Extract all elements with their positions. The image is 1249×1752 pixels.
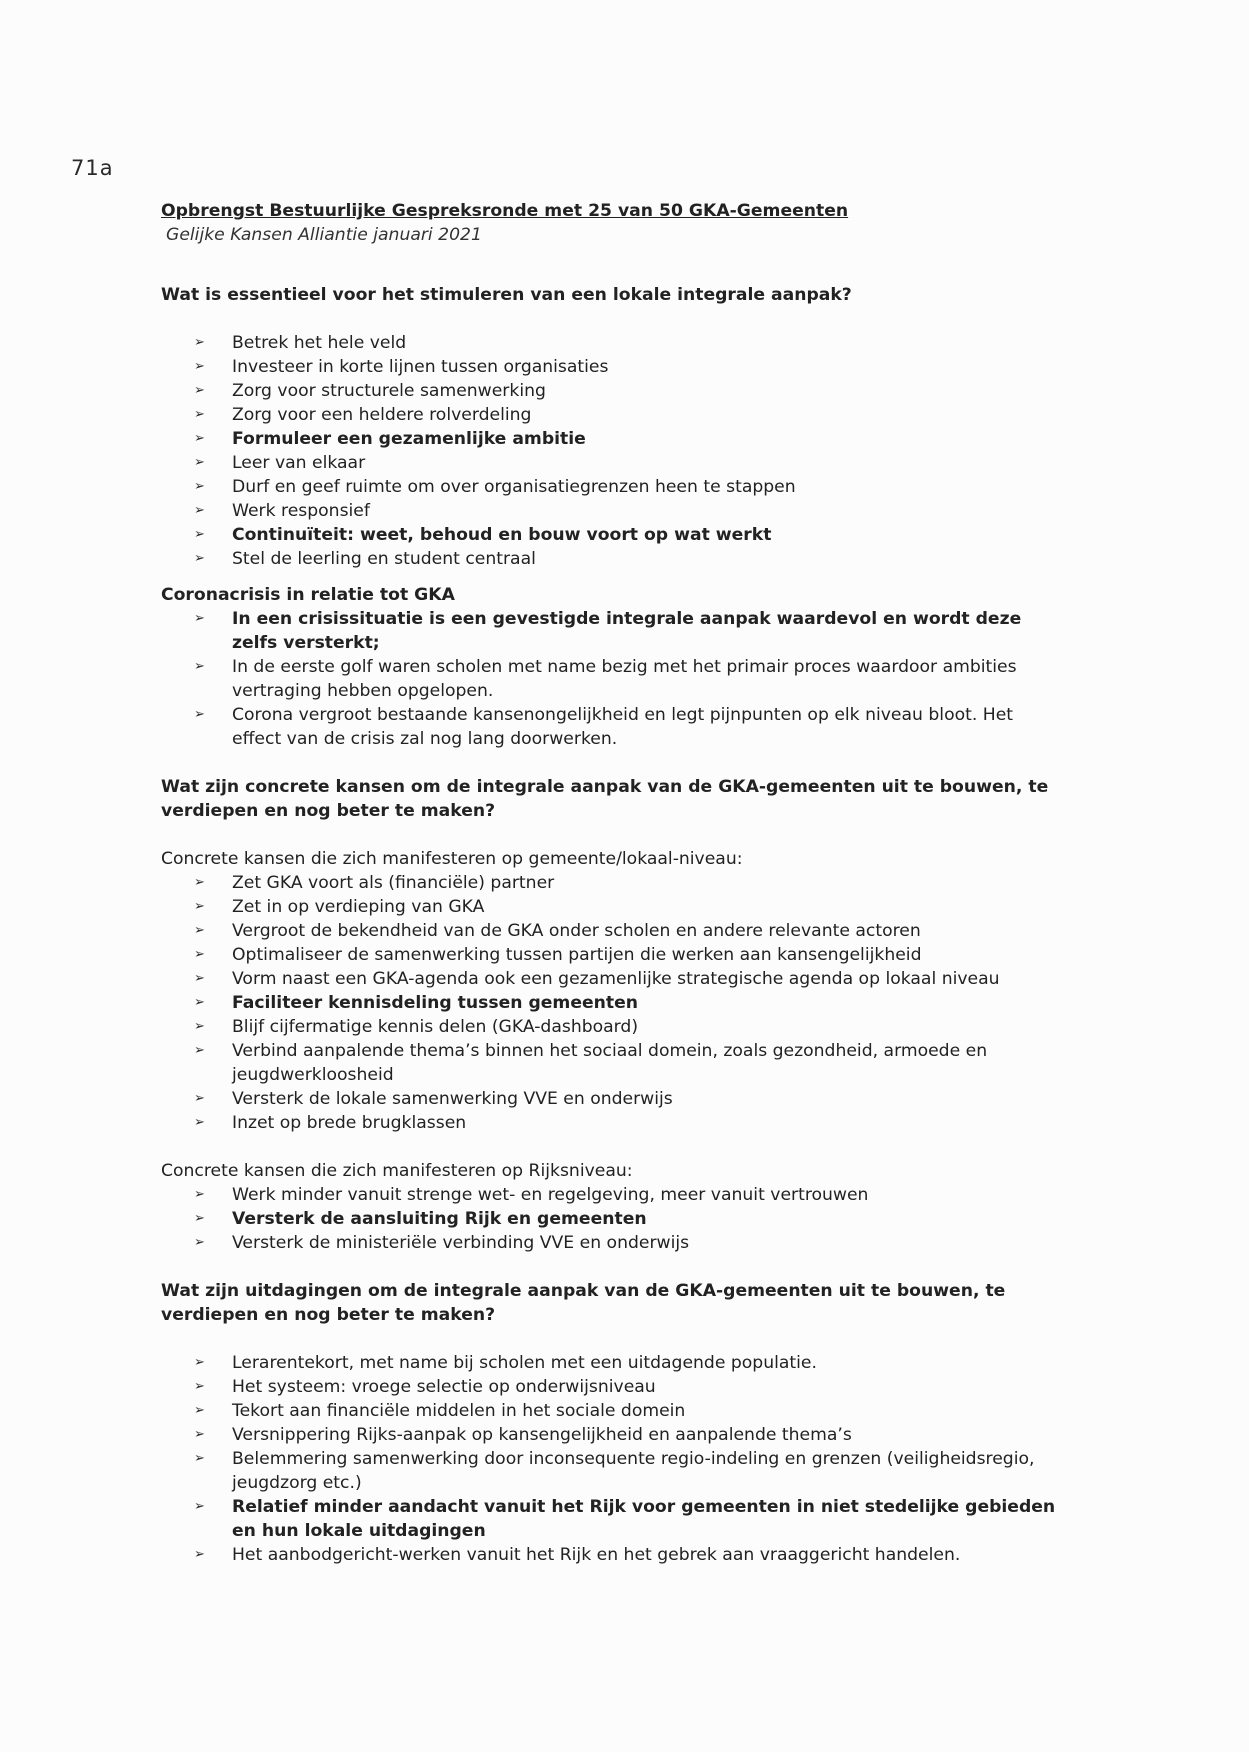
list-item-text: Het systeem: vroege selectie op onderwijsniveau bbox=[232, 1377, 656, 1397]
arrow-bullet-icon: ➢ bbox=[194, 455, 205, 470]
arrow-bullet-icon: ➢ bbox=[194, 995, 205, 1010]
arrow-bullet-icon: ➢ bbox=[194, 1235, 205, 1250]
arrow-bullet-icon: ➢ bbox=[194, 1499, 205, 1514]
list-item-text: Corona vergroot bestaande kansenongelijkheid en legt pijnpunten op elk niveau bloot. Het effect van de crisis zal nog lang doorwerken. bbox=[232, 705, 1014, 749]
list-item bbox=[161, 523, 1066, 547]
arrow-bullet-icon: ➢ bbox=[194, 335, 205, 350]
arrow-bullet-icon: ➢ bbox=[194, 1211, 205, 1226]
list-item bbox=[161, 331, 1066, 355]
list-item bbox=[161, 1447, 1066, 1495]
section-challenges-heading: Wat zijn uitdagingen om de integrale aanpak van de GKA-gemeenten uit te bouwen, te verdiepen en nog beter te maken? bbox=[161, 1281, 1006, 1325]
list-item bbox=[161, 379, 1066, 403]
list-item bbox=[161, 427, 1066, 451]
list-item-text: Faciliteer kennisdeling tussen gemeenten bbox=[232, 993, 638, 1013]
arrow-bullet-icon: ➢ bbox=[194, 431, 205, 446]
arrow-bullet-icon: ➢ bbox=[194, 1019, 205, 1034]
arrow-bullet-icon: ➢ bbox=[194, 1547, 205, 1562]
arrow-bullet-icon: ➢ bbox=[194, 947, 205, 962]
document-title: Opbrengst Bestuurlijke Gespreksronde met 25 van 50 GKA-Gemeenten bbox=[161, 201, 849, 221]
arrow-bullet-icon: ➢ bbox=[194, 1427, 205, 1442]
list-item-text: Versterk de ministeriële verbinding VVE en onderwijs bbox=[232, 1233, 690, 1253]
list-item bbox=[161, 1399, 1066, 1423]
list-item bbox=[161, 451, 1066, 475]
list-item bbox=[161, 1231, 1066, 1255]
list-item bbox=[161, 991, 1066, 1015]
list-item bbox=[161, 1111, 1066, 1135]
list-item-text: In de eerste golf waren scholen met name bezig met het primair proces waardoor ambities vertraging hebben opgelopen. bbox=[232, 657, 1017, 701]
list-item bbox=[161, 1207, 1066, 1231]
arrow-bullet-icon: ➢ bbox=[194, 1355, 205, 1370]
list-item-text: Betrek het hele veld bbox=[232, 333, 407, 353]
list-item-text: Het aanbodgericht-werken vanuit het Rijk en het gebrek aan vraaggericht handelen. bbox=[232, 1545, 961, 1565]
arrow-bullet-icon: ➢ bbox=[194, 1091, 205, 1106]
list-item bbox=[161, 547, 1066, 571]
arrow-bullet-icon: ➢ bbox=[194, 1379, 205, 1394]
list-item-text: Durf en geef ruimte om over organisatiegrenzen heen te stappen bbox=[232, 477, 796, 497]
section-corona-heading: Coronacrisis in relatie tot GKA bbox=[161, 585, 455, 605]
list-item bbox=[161, 1375, 1066, 1399]
arrow-bullet-icon: ➢ bbox=[194, 1043, 205, 1058]
arrow-bullet-icon: ➢ bbox=[194, 1115, 205, 1130]
list-item-text: Zorg voor structurele samenwerking bbox=[232, 381, 546, 401]
arrow-bullet-icon: ➢ bbox=[194, 707, 205, 722]
list-item bbox=[161, 943, 1066, 967]
list-item bbox=[161, 1351, 1066, 1375]
national-opportunities-list bbox=[161, 1183, 1066, 1255]
list-item bbox=[161, 499, 1066, 523]
list-item bbox=[161, 1015, 1066, 1039]
list-item-text: Continuïteit: weet, behoud en bouw voort op wat werkt bbox=[232, 525, 772, 545]
list-item-text: Versterk de aansluiting Rijk en gemeenten bbox=[232, 1209, 647, 1229]
arrow-bullet-icon: ➢ bbox=[194, 899, 205, 914]
arrow-bullet-icon: ➢ bbox=[194, 971, 205, 986]
arrow-bullet-icon: ➢ bbox=[194, 1403, 205, 1418]
arrow-bullet-icon: ➢ bbox=[194, 1451, 205, 1466]
list-item-text: Zet GKA voort als (financiële) partner bbox=[232, 873, 555, 893]
list-item bbox=[161, 1183, 1066, 1207]
list-item bbox=[161, 475, 1066, 499]
list-item bbox=[161, 403, 1066, 427]
page-number: 71a bbox=[71, 156, 114, 180]
list-item-text: Verbind aanpalende thema’s binnen het sociaal domein, zoals gezondheid, armoede en jeugdwerkloosheid bbox=[232, 1041, 988, 1085]
section-opportunities-heading: Wat zijn concrete kansen om de integrale aanpak van de GKA-gemeenten uit te bouwen, te verdiepen en nog beter te maken? bbox=[161, 777, 1049, 821]
list-item-text: Lerarentekort, met name bij scholen met een uitdagende populatie. bbox=[232, 1353, 817, 1373]
local-opportunities-intro: Concrete kansen die zich manifesteren op gemeente/lokaal-niveau: bbox=[161, 849, 743, 869]
list-item-text: Formuleer een gezamenlijke ambitie bbox=[232, 429, 586, 449]
list-item bbox=[161, 1087, 1066, 1111]
list-item-text: Werk responsief bbox=[232, 501, 370, 521]
list-item bbox=[161, 895, 1066, 919]
list-item-text: Relatief minder aandacht vanuit het Rijk voor gemeenten in niet stedelijke gebieden en hun lokale uitdagingen bbox=[232, 1497, 1056, 1541]
list-item bbox=[161, 967, 1066, 991]
document-subtitle: Gelijke Kansen Alliantie januari 2021 bbox=[166, 225, 482, 245]
document-body bbox=[161, 199, 1066, 1567]
list-item-text: Belemmering samenwerking door inconsequente regio-indeling en grenzen (veiligheidsregio, jeugdzorg etc.) bbox=[232, 1449, 1035, 1493]
corona-list bbox=[161, 607, 1066, 751]
list-item bbox=[161, 1495, 1066, 1543]
list-item-text: Vorm naast een GKA-agenda ook een gezamenlijke strategische agenda op lokaal niveau bbox=[232, 969, 1000, 989]
section-essentials-heading: Wat is essentieel voor het stimuleren van een lokale integrale aanpak? bbox=[161, 285, 852, 305]
list-item-text: Tekort aan financiële middelen in het sociale domein bbox=[232, 1401, 686, 1421]
list-item-text: Versterk de lokale samenwerking VVE en onderwijs bbox=[232, 1089, 673, 1109]
local-opportunities-list bbox=[161, 871, 1066, 1135]
list-item bbox=[161, 871, 1066, 895]
list-item bbox=[161, 1039, 1066, 1087]
list-item-text: Zet in op verdieping van GKA bbox=[232, 897, 485, 917]
list-item-text: Optimaliseer de samenwerking tussen partijen die werken aan kansengelijkheid bbox=[232, 945, 922, 965]
list-item bbox=[161, 703, 1066, 751]
arrow-bullet-icon: ➢ bbox=[194, 407, 205, 422]
arrow-bullet-icon: ➢ bbox=[194, 875, 205, 890]
list-item bbox=[161, 607, 1066, 655]
list-item bbox=[161, 355, 1066, 379]
national-opportunities-intro: Concrete kansen die zich manifesteren op Rijksniveau: bbox=[161, 1161, 633, 1181]
list-item bbox=[161, 655, 1066, 703]
arrow-bullet-icon: ➢ bbox=[194, 659, 205, 674]
arrow-bullet-icon: ➢ bbox=[194, 923, 205, 938]
list-item-text: Zorg voor een heldere rolverdeling bbox=[232, 405, 532, 425]
arrow-bullet-icon: ➢ bbox=[194, 383, 205, 398]
list-item bbox=[161, 919, 1066, 943]
list-item-text: Inzet op brede brugklassen bbox=[232, 1113, 467, 1133]
arrow-bullet-icon: ➢ bbox=[194, 479, 205, 494]
list-item-text: Werk minder vanuit strenge wet- en regelgeving, meer vanuit vertrouwen bbox=[232, 1185, 869, 1205]
arrow-bullet-icon: ➢ bbox=[194, 611, 205, 626]
arrow-bullet-icon: ➢ bbox=[194, 527, 205, 542]
list-item-text: In een crisissituatie is een gevestigde integrale aanpak waardevol en wordt deze zelfs versterkt; bbox=[232, 609, 1022, 653]
list-item-text: Versnippering Rijks-aanpak op kansengelijkheid en aanpalende thema’s bbox=[232, 1425, 852, 1445]
list-item bbox=[161, 1543, 1066, 1567]
list-item-text: Stel de leerling en student centraal bbox=[232, 549, 536, 569]
list-item-text: Blijf cijfermatige kennis delen (GKA-dashboard) bbox=[232, 1017, 639, 1037]
arrow-bullet-icon: ➢ bbox=[194, 503, 205, 518]
list-item-text: Vergroot de bekendheid van de GKA onder scholen en andere relevante actoren bbox=[232, 921, 921, 941]
list-item-text: Leer van elkaar bbox=[232, 453, 366, 473]
list-item bbox=[161, 1423, 1066, 1447]
list-item-text: Investeer in korte lijnen tussen organisaties bbox=[232, 357, 609, 377]
arrow-bullet-icon: ➢ bbox=[194, 1187, 205, 1202]
challenges-list bbox=[161, 1351, 1066, 1567]
arrow-bullet-icon: ➢ bbox=[194, 359, 205, 374]
arrow-bullet-icon: ➢ bbox=[194, 551, 205, 566]
essentials-list bbox=[161, 331, 1066, 571]
